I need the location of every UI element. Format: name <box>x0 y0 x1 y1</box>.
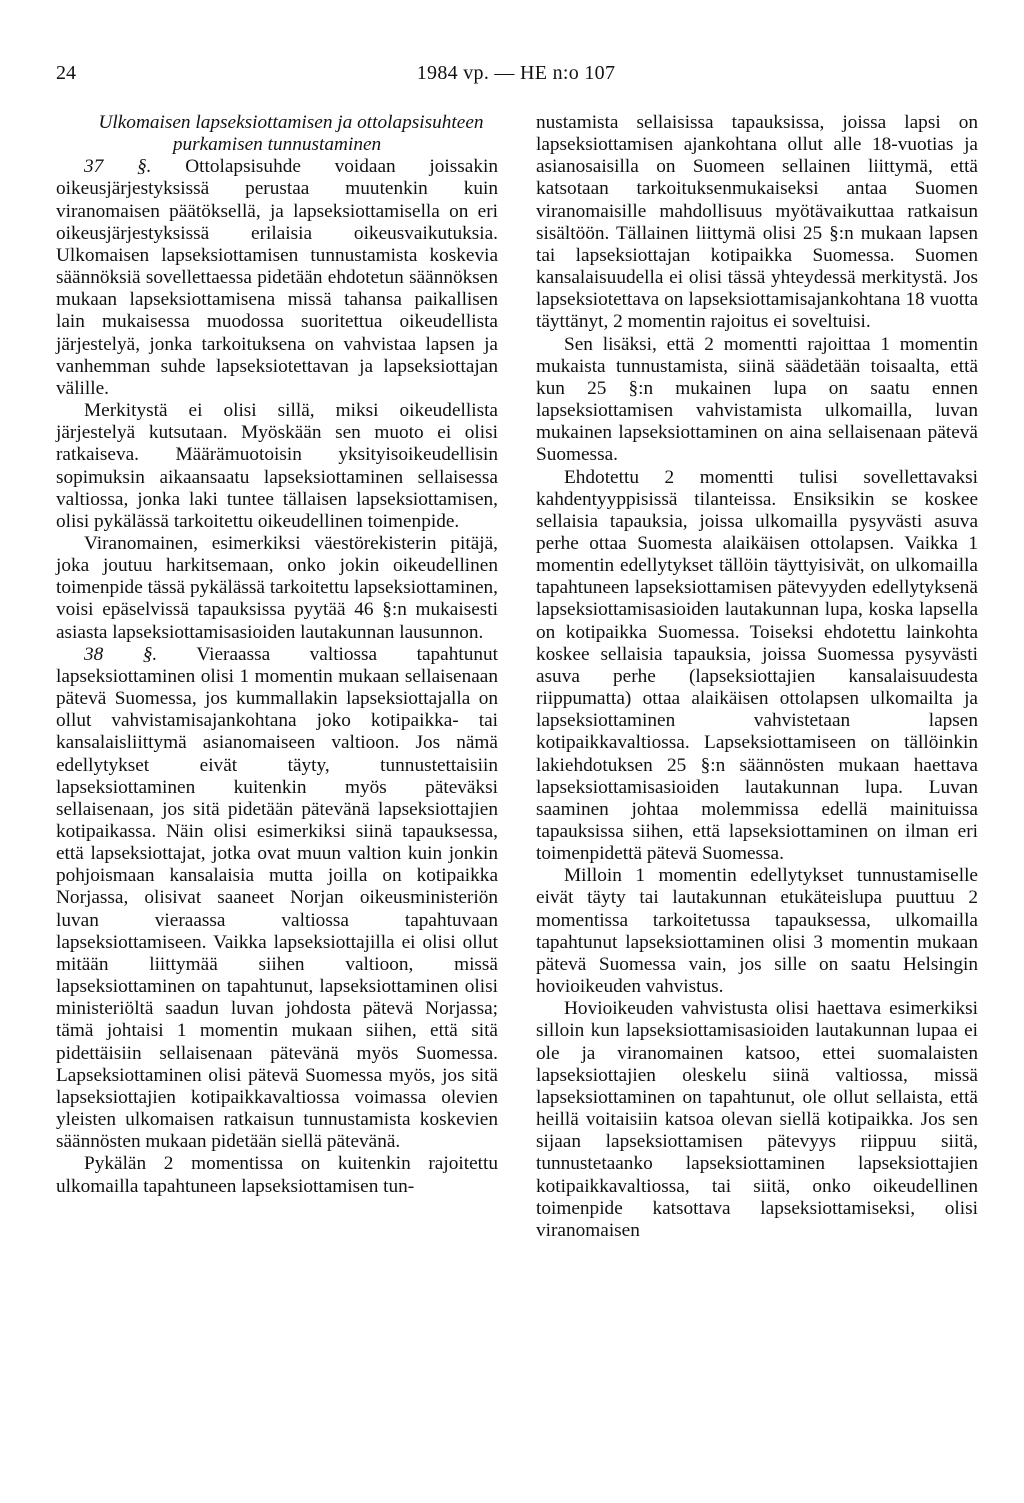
section-heading: Ulkomaisen lapseksiottamisen ja ottolapsisuhteen purkamisen tunnustaminen <box>98 112 484 156</box>
section-ref-37: 37 §. <box>84 156 152 178</box>
page-header <box>56 62 976 92</box>
paragraph-38-text: Vieraassa valtiossa tapahtunut lapseksiottaminen olisi 1 momentin mukaan sellaisenaan pätevä Suomessa, jos kummallakin lapseksiottajalla on ollut vahvistamisajankohtana joko kotipaikka- tai kansalaisliittymä asianomaiseen valtioon. Jos nämä edellytykset eivät täyty, tunnustettaisiin lapseksiottaminen kuitenkin myös päteväksi sellaisenaan, jos sitä pidetään pätevänä lapseksiottajien kotipaikassa. Näin olisi esimerkiksi siinä tapauksessa, että lapseksiottajat, jotka ovat muun valtion kuin jonkin pohjoismaan kansalaisia mutta joilla on kotipaikka Norjassa, olisivat saaneet Norjan oikeusministeriön luvan vieraassa valtiossa tapahtuvaan lapseksiottamiseen. Vaikka lapseksiottajilla ei olisi ollut mitään liittymää siihen valtioon, missä lapseksiottaminen on tapahtunut, lapseksiottaminen olisi ministeriöltä saadun luvan johdosta pätevä Norjassa; tämä johtaisi 1 momentin mukaan siihen, että sitä pidettäisiin sellaisenaan pätevänä myös Suomessa. Lapseksiottaminen olisi pätevä Suomessa myös, jos sitä lapseksiottajien kotipaikkavaltiossa voimassa olevien yleisten ulkomaisen ratkaisun tunnustamista koskevien säännösten mukaan pidetään siellä pätevänä. <box>56 643 498 1153</box>
paragraph-besides: Sen lisäksi, että 2 momentti rajoittaa 1 momentin mukaista tunnustamista, siinä säädetään toisaalta, että kun 25 §:n mukainen lupa on saatu ennen lapseksiottamisen vahvistamista ulkomailla, luvan mukainen lapseksiottaminen on aina sellaisenaan pätevä Suomessa. <box>536 333 978 466</box>
paragraph-37 <box>56 156 498 400</box>
paragraph-when-not-met: Milloin 1 momentin edellytykset tunnustamiselle eivät täyty tai lautakunnan etukäteislupa puuttuu 2 momentissa tarkoitetussa tapauksessa, ulkomailla tapahtunut lapseksiottaminen olisi 3 momentin mukaan pätevä Suomessa vain, jos sille on saatu Helsingin hovioikeuden vahvistus. <box>536 865 978 998</box>
paragraph-continuation: nustamista sellaisissa tapauksissa, joissa lapsi on lapseksiottamisen ajankohtana ollut alle 18-vuotias ja asianosaisilla on Suomeen sellainen liittymä, että katsotaan tarkoituksenmukaiseksi antaa Suomen viranomaisille mahdollisuus myötävaikuttaa ratkaisun sisältöön. Tällainen liittymä olisi 25 §:n mukaan lapsen tai lapseksiottajan kotipaikka Suomessa. Suomen kansalaisuudella ei olisi tässä yhteydessä merkitystä. Jos lapseksiotettava on lapseksiottamisajankohtana 18 vuotta täyttänyt, 2 momentin rajoitus ei soveltuisi. <box>536 112 978 333</box>
paragraph-subsection-2: Pykälän 2 momentissa on kuitenkin rajoitettu ulkomailla tapahtuneen lapseksiottamisen tun- <box>56 1153 498 1197</box>
paragraph-significance: Merkitystä ei olisi sillä, miksi oikeudellista järjestelyä kutsutaan. Myöskään sen muoto ei olisi ratkaiseva. Määrämuotoisin yksityisoikeudellisin sopimuksin aikaansaatu lapseksiottaminen sellaisessa valtiossa, jonka laki tuntee tällaisen lapseksiottamisen, olisi pykälässä tarkoitettu oikeudellinen toimenpide. <box>56 400 498 532</box>
page-number: 24 <box>56 62 76 84</box>
paragraph-two-situations: Ehdotettu 2 momentti tulisi sovellettavaksi kahdentyyppisissä tilanteissa. Ensiksikin se koskee sellaisia tapauksia, joissa ulkomailla pysyvästi asuva perhe ottaa Suomesta alaikäisen ottolapsen. Vaikka 1 momentin edellytykset tällöin täyttyisivät, on ulkomailla tapahtuneen lapseksiottamisen pätevyyden edellytyksenä lapseksiottamisasioiden lautakunnan lupa, koska lapsella on kotipaikka Suomessa. Toiseksi ehdotettu lainkohta koskee sellaisia tapauksia, joissa Suomessa pysyvästi asuva perhe (lapseksiottajien kansalaisuudesta riippumatta) ottaa alaikäisen ottolapsen ulkomailta ja lapseksiottaminen vahvistetaan lapsen kotipaikkavaltiossa. Lapseksiottamiseen on tällöinkin lakiehdotuksen 25 §:n säännösten mukaan haettava lapseksiottamisasioiden lautakunnan lupa. Luvan saaminen johtaa molemmissa edellä mainituissa tapauksissa siihen, että lapseksiottaminen on ilman eri toimenpidettä pätevä Suomessa. <box>536 466 978 865</box>
paragraph-authority: Viranomainen, esimerkiksi väestörekisterin pitäjä, joka joutuu harkitsemaan, onko jokin oikeudellinen toimenpide tässä pykälässä tarkoitettu lapseksiottaminen, voisi epäselvissä tapauksissa pyytää 46 §:n mukaisesti asiasta lapseksiottamisasioiden lautakunnan lausunnon. <box>56 532 498 643</box>
paragraph-37-text: Ottolapsisuhde voidaan joissakin oikeusjärjestyksissä perustaa muutenkin kuin viranomaisen päätöksellä, ja lapseksiottamisella on eri oikeusjärjestyksissä erilaisia oikeusvaikutuksia. Ulkomaisen lapseksiottamisen tunnustamista koskevia säännöksiä sovellettaessa pidetään ehdotetun säännöksen mukaan lapseksiottamisena missä tahansa paikallisen lain mukaisessa muodossa suoritettua oikeudellista järjestelyä, jonka tarkoituksena on vahvistaa lapsen ja vanhemman suhde lapseksiotettavan ja lapseksiottajan välille. <box>56 156 498 399</box>
right-column <box>536 112 978 1242</box>
paragraph-court-confirmation: Hovioikeuden vahvistusta olisi haettava esimerkiksi silloin kun lapseksiottamisasioiden lautakunnan lupaa ei ole ja viranomainen katsoo, ettei suomalaisten lapseksiottajien oleskelu siinä valtiossa, missä lapseksiottaminen on tapahtunut, ole ollut sellaista, että heillä voitaisiin katsoa olevan siellä kotipaikka. Jos sen sijaan lapseksiottamisen pätevyys riippuu siitä, tunnustetaanko lapseksiottaminen lapseksiottajien kotipaikkavaltiossa, tai siitä, onko oikeudellinen toimenpide katsottava lapseksiottamiseksi, olisi viranomaisen <box>536 998 978 1241</box>
running-head: 1984 vp. — HE n:o 107 <box>416 62 616 84</box>
paragraph-38 <box>56 644 498 1154</box>
section-ref-38: 38 §. <box>84 643 158 665</box>
left-column <box>56 112 498 1198</box>
